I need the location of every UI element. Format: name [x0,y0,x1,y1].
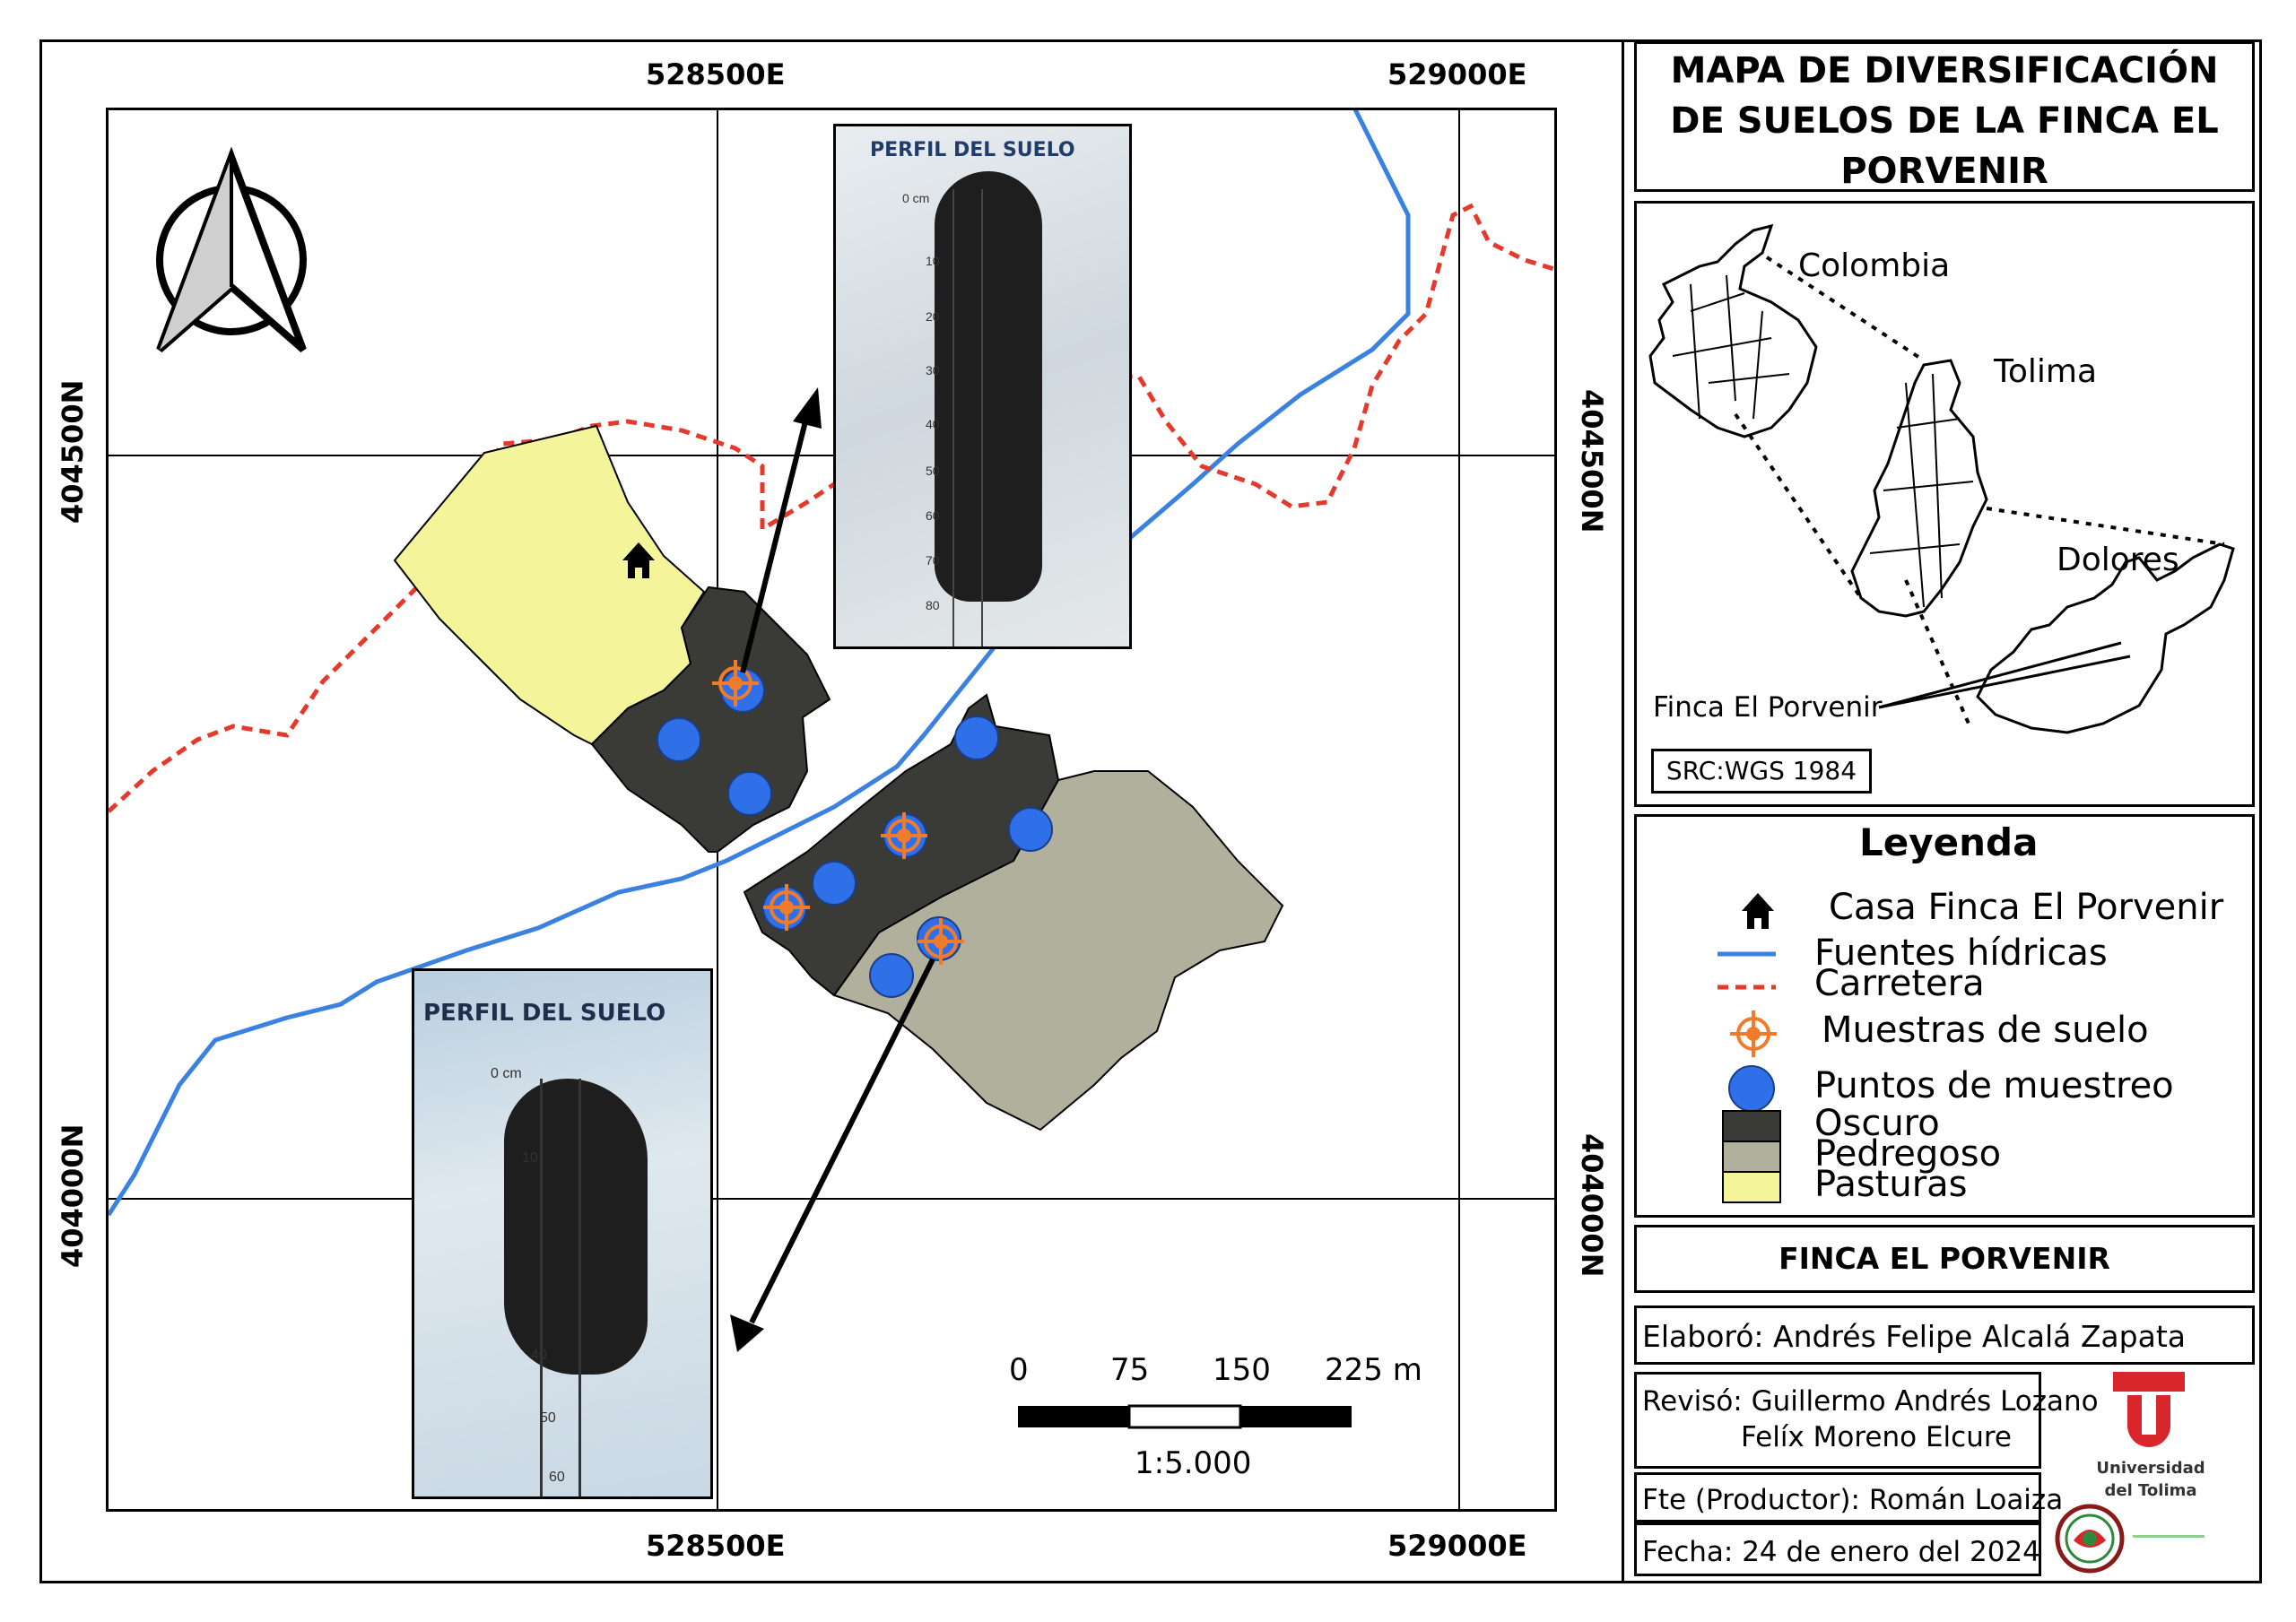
university-name-1: Universidad [2096,1459,2205,1478]
logo-stem-inner [2142,1395,2156,1435]
legend-label-fuentes: Fuentes hídricas [1814,932,2108,974]
sampling-point [955,716,998,759]
ruler-label-top-4: 40 [926,417,940,431]
crs-box [1651,749,1872,794]
soil-profile-photo-bottom [412,968,713,1499]
ruler-label-bottom-3: 50 [540,1410,556,1426]
scale-tick-75: 75 [1110,1352,1150,1388]
sampling-point [1009,808,1052,851]
ruler-label-top-8: 80 [926,598,940,612]
sampling-point [870,954,913,997]
locator-label-finca: Finca El Porvenir [1653,691,1883,724]
locator-panel [1634,201,2255,807]
road-line [109,206,1554,811]
ruler [540,1079,581,1499]
scale-bar-graphic [1018,1406,1352,1427]
legend-label-carretera: Carretera [1814,963,1985,1004]
coord-top-529000E: 529000E [1387,57,1527,91]
scale-tick-225: 225 m [1325,1352,1422,1388]
legend-panel [1634,814,2255,1218]
fecha-text: Fecha: 24 de enero del 2024 [1642,1536,2040,1568]
seal-logo [2054,1503,2126,1574]
map-title [1634,41,2255,192]
coord-right-404000N: 404000N [1575,1133,1609,1278]
scale-tick-0: 0 [1009,1352,1029,1388]
locator-label-colombia: Colombia [1798,247,1951,284]
coord-left-404000N: 404000N [56,1123,90,1268]
scale-tick-150: 150 [1213,1352,1271,1388]
tolima-outline [1852,360,1987,616]
panel-divider [1622,39,1624,1583]
soil-sample-shape [935,171,1042,602]
legend-label-pedregoso: Pedregoso [1814,1133,2002,1175]
coord-left-404500N: 404500N [56,379,90,524]
north-arrow-icon [160,157,303,350]
legend-label-oscuro: Oscuro [1814,1103,1940,1144]
blue-dot [1729,1066,1774,1111]
elaboro-text: Elaboró: Andrés Felipe Alcalá Zapata [1642,1319,2186,1354]
ruler-label-top-5: 50 [926,464,940,478]
swatch-pasturas [1723,1172,1780,1202]
reviso-text-1: Revisó: Guillermo Andrés Lozano [1642,1385,2099,1418]
sampling-point [657,718,700,761]
legend-title: Leyenda [1859,820,2039,864]
map-title-line-2: DE SUELOS DE LA FINCA EL [1670,100,2219,142]
swatch-pedregoso [1723,1141,1780,1172]
ruler-label-bottom-0: 0 cm [491,1066,522,1081]
fecha-box [1634,1522,2041,1576]
crs-label: SRC:WGS 1984 [1665,756,1857,785]
coord-right-404500N: 404500N [1575,389,1609,533]
legend-label-muestras: Muestras de suelo [1822,1010,2149,1051]
finca-label-box [1634,1225,2255,1293]
finca-label: FINCA EL PORVENIR [1779,1241,2110,1276]
legend-label-casa: Casa Finca El Porvenir [1829,887,2224,928]
map-title-line-1: MAPA DE DIVERSIFICACIÓN [1670,50,2219,91]
ruler-label-bottom-2: 40 [531,1348,547,1363]
ruler-label-bottom-4: 60 [549,1470,565,1485]
photo-label-bottom: PERFIL DEL SUELO [423,1000,666,1027]
ruler-label-top-3: 30 [926,363,940,377]
house-icon [1742,893,1774,929]
university-logo [2104,1372,2194,1465]
fuente-text: Fte (Productor): Román Loaiza [1642,1484,2064,1516]
reviso-text-2: Felíx Moreno Elcure [1741,1421,2012,1453]
seal-side-line [2133,1535,2205,1538]
coord-top-528500E: 528500E [646,57,786,91]
university-name-2: del Tolima [2104,1481,2197,1500]
ruler-label-top-1: 10 [926,254,940,268]
legend-label-puntos: Puntos de muestreo [1814,1065,2174,1106]
scale-ratio: 1:5.000 [1135,1445,1252,1481]
sampling-point [721,669,764,712]
fuente-box [1634,1472,2064,1522]
sampling-point [728,772,771,815]
sampling-point [813,862,856,905]
ruler-label-top-6: 60 [926,508,940,523]
soil-profile-photo-top [833,124,1132,649]
ruler-label-top-7: 70 [926,553,940,568]
colombia-outline [1650,226,1816,437]
reviso-box [1634,1372,2099,1469]
locator-label-tolima: Tolima [1994,353,2098,390]
elaboro-box [1634,1305,2255,1365]
legend-label-pasturas: Pasturas [1814,1164,1968,1205]
photo-label-top: PERFIL DEL SUELO [870,139,1075,161]
locator-label-dolores: Dolores [2057,542,2179,578]
ruler-label-top-0: 0 cm [902,191,930,205]
coord-bottom-528500E: 528500E [646,1529,786,1563]
coord-bottom-529000E: 529000E [1387,1529,1527,1563]
map-title-line-3: PORVENIR [1840,151,2048,192]
ruler-label-top-2: 20 [926,309,940,324]
swatch-oscuro [1723,1111,1780,1141]
logo-top-bar [2113,1372,2185,1392]
crosshair-icon [1730,1010,1777,1057]
ruler [952,189,983,646]
ruler-label-bottom-1: 10 [522,1150,538,1166]
